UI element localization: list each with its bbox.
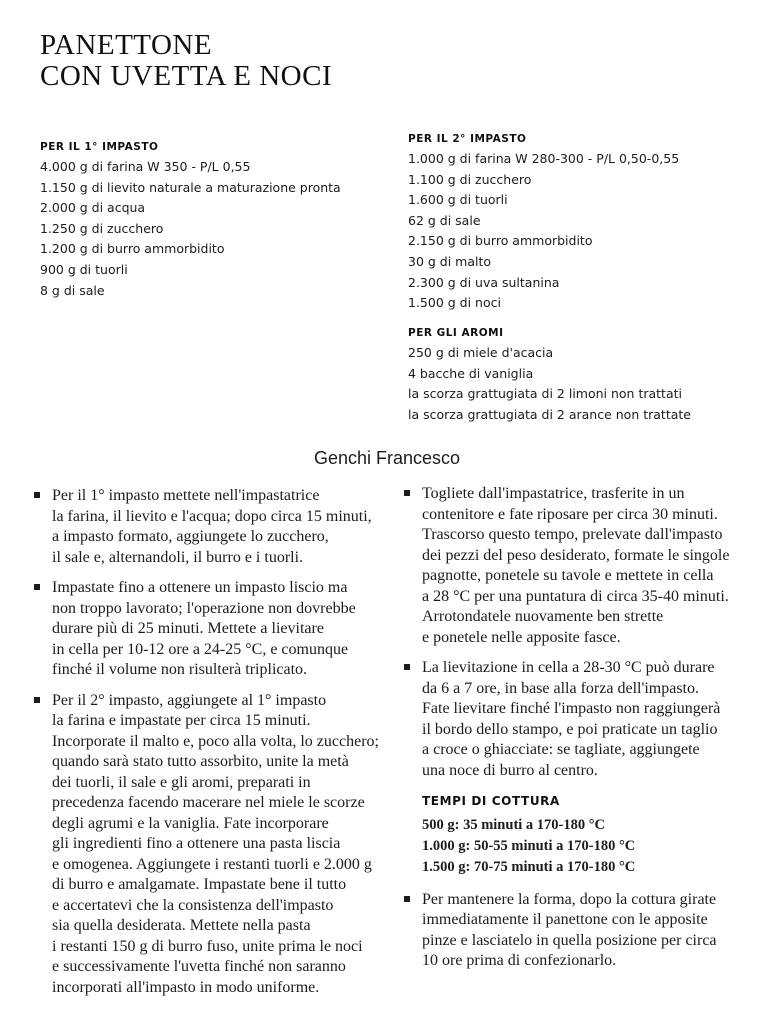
method-step [404,484,769,648]
ingredients-list [408,149,679,314]
step-line: contenitore e fate riposare per circa 30 minuti. [422,505,718,523]
step-line: Arrotondatele nuovamente ben strette [422,608,664,625]
step-line: da 6 a 7 ore, in base alla forza dell'impasto. [422,679,699,697]
bullet-icon [34,697,40,703]
ingredients-heading: PER IL 1° IMPASTO [40,141,159,153]
step-line: Per mantenere la forma, dopo la cottura girate [422,890,717,908]
step-text [422,890,769,972]
ingredients-list [408,343,691,425]
step-text [52,486,404,568]
ingredient-item: 62 g di sale [408,212,481,228]
step-line: e ponetele nelle apposite fasce. [422,628,621,646]
step-line: Fate lievitare finché l'impasto non raggiungerà [422,700,721,717]
ingredients-heading: PER GLI AROMI [408,327,504,339]
step-line: Per il 2° impasto, aggiungete al 1° impasto [52,691,327,709]
ingredient-item: 1.000 g di farina W 280-300 - P/L 0,50-0,55 [408,151,680,166]
ingredient-item: 4 bacche di vaniglia [408,365,534,381]
ingredient-item: la scorza grattugiata di 2 limoni non trattati [408,386,682,402]
step-line: degli agrumi e la vaniglia. Fate incorporare [52,814,329,832]
step-line: incorporati all'impasto in modo uniforme. [52,978,320,996]
cooking-times-list [422,815,769,878]
ingredients-list [40,157,341,301]
step-text [52,578,404,681]
ingredient-item: 250 g di miele d'acacia [408,345,554,360]
step-line: Impastate fino a ottenere un impasto liscio ma [52,579,348,596]
step-line: una noce di burro al centro. [422,761,598,779]
method-left-column [34,486,404,1008]
bullet-icon [404,664,410,670]
step-line: e successivamente l'uvetta finché non saranno [52,958,346,975]
step-line: Trascorso questo tempo, prelevate dall'impasto [422,526,723,543]
step-line: non troppo lavorato; l'operazione non dovrebbe [52,599,356,617]
step-line: il sale e, alternandoli, il burro e i tuorli. [52,548,304,566]
ingredient-item: 30 g di malto [408,253,492,269]
step-line: a croce o ghiacciate: se tagliate, aggiungete [422,741,700,758]
step-line: finché il volume non risulterà triplicato. [52,661,308,678]
method-step [34,578,404,681]
ingredients-first-dough [40,141,341,301]
step-line: la farina e impastate per circa 15 minuti. [52,712,311,729]
step-line: pagnotte, ponetele su tavole e mettete in cella [422,567,714,584]
title-line: PANETTONE [40,29,213,61]
step-text [422,484,769,648]
ingredients-aromas [408,327,691,425]
step-line: 10 ore prima di confezionarlo. [422,952,617,969]
step-line: quando sarà stato tutto assorbito, unite la metà [52,753,349,770]
ingredient-item: 2.000 g di acqua [40,200,146,216]
step-line: dei pezzi del peso desiderato, formate le singole [422,546,730,564]
step-line: i restanti 150 g di burro fuso, unite prima le noci [52,937,363,955]
bullet-icon [34,492,40,498]
step-line: dei tuorli, il sale e gli aromi, preparati in [52,773,311,791]
step-line: la farina, il lievito e l'acqua; dopo circa 15 minuti, [52,507,372,525]
bullet-icon [34,584,40,590]
step-line: La lievitazione in cella a 28-30 °C può durare [422,659,715,676]
ingredient-item: 8 g di sale [40,282,105,298]
bullet-icon [404,490,410,496]
method-step [34,486,404,568]
step-line: immediatamente il panettone con le apposite [422,911,708,928]
cooking-times-heading: TEMPI DI COTTURA [422,794,560,808]
title-line: CON UVETTA E NOCI [40,60,333,92]
step-line: in cella per 10-12 ore a 24-25 °C, e comunque [52,640,349,658]
ingredients-heading: PER IL 2° IMPASTO [408,133,527,145]
step-line: e omogenea. Aggiungete i restanti tuorli e 2.000 g [52,855,372,873]
step-line: Incorporate il malto e, poco alla volta, lo zucchero; [52,732,379,750]
author-name: Genchi Francesco [313,448,461,468]
step-text [422,658,769,781]
cooking-times [404,791,769,878]
cooking-time-item: 500 g: 35 minuti a 170-180 °C [422,816,606,833]
method-step [404,658,769,781]
step-line: e accertatevi che la consistenza dell'impasto [52,896,334,914]
ingredient-item: 1.250 g di zucchero [40,220,164,236]
ingredient-item: 1.600 g di tuorli [408,192,508,208]
ingredient-item: 1.500 g di noci [408,295,501,311]
step-line: durare più di 25 minuti. Mettete a lievitare [52,620,324,637]
ingredient-item: 900 g di tuorli [40,261,128,277]
bullet-icon [404,896,410,902]
ingredient-item: 2.300 g di uva sultanina [408,274,560,290]
step-line: Per il 1° impasto mettete nell'impastatrice [52,487,320,504]
ingredients-second-dough [408,133,679,314]
ingredient-item: 4.000 g di farina W 350 - P/L 0,55 [40,159,251,174]
method-right-column [404,484,769,982]
step-line: a 28 °C per una puntatura di circa 35-40 minuti. [422,587,729,605]
step-text [52,691,404,999]
step-line: Togliete dall'impastatrice, trasferite in un [422,485,685,502]
ingredient-item: la scorza grattugiata di 2 arance non trattate [408,406,691,422]
step-line: sia quella desiderata. Mettete nella pasta [52,917,311,934]
ingredient-item: 2.150 g di burro ammorbidito [408,233,593,249]
method-step [404,890,769,972]
cooking-time-item: 1.500 g: 70-75 minuti a 170-180 °C [422,858,636,875]
method-step [34,691,404,999]
step-line: gli ingredienti fino a ottenere una pasta liscia [52,835,341,852]
ingredient-item: 1.200 g di burro ammorbidito [40,241,225,257]
step-line: di burro e amalgamate. Impastate bene il tutto [52,876,347,893]
step-line: il bordo dello stampo, e poi praticate un taglio [422,720,718,738]
step-line: a impasto formato, aggiungete lo zucchero, [52,528,329,545]
ingredient-item: 1.150 g di lievito naturale a maturazione pronta [40,179,341,195]
cooking-time-item: 1.000 g: 50-55 minuti a 170-180 °C [422,837,636,854]
step-line: pinze e lasciatelo in quella posizione per circa [422,931,717,949]
step-line: precedenza facendo macerare nel miele le scorze [52,794,365,811]
ingredient-item: 1.100 g di zucchero [408,171,532,187]
recipe-title [40,30,332,92]
